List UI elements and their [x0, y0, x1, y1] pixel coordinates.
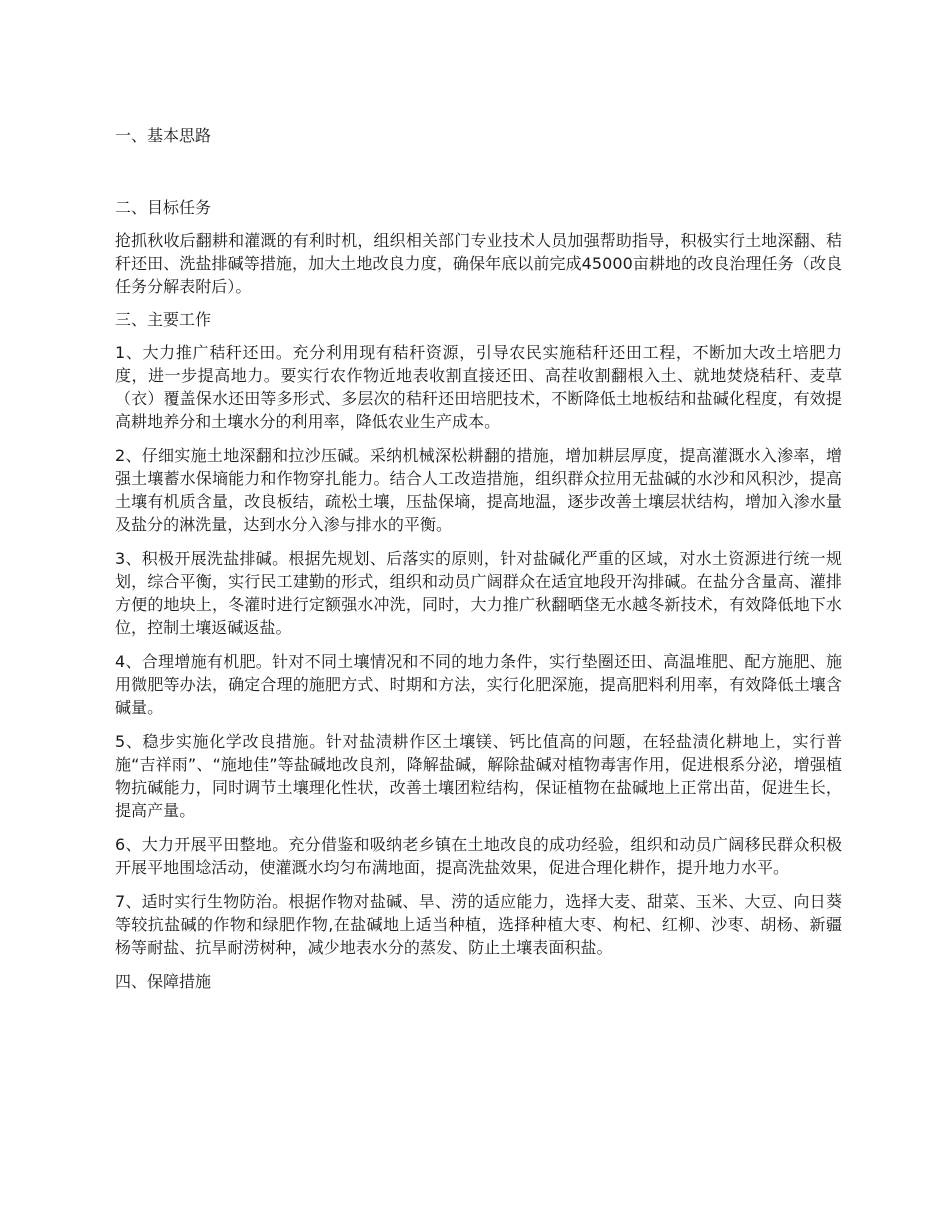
work-item-6: 6、大力开展平田整地。充分借鉴和吸纳老乡镇在土地改良的成功经验，组织和动员广阔移民群众积极开展平地围埝活动，使灌溉水均匀布满地面，提高洗盐效果，促进合理化耕作，提升地力水平。 [115, 835, 842, 877]
work-item-3: 3、积极开展洗盐排碱。根据先规划、后落实的原则，针对盐碱化严重的区域，对水土资源进行统一规划，综合平衡，实行民工建勤的形式，组织和动员广阔群众在适宜地段开沟排碱。在盐分含量高、灌排方便的地块上，冬灌时进行定额强水冲洗，同时，大力推广秋翻晒垡无水越冬新技术，有效降低地下水位，控制土壤返碱返盐。 [115, 549, 842, 637]
document-page [115, 124, 842, 993]
goal-paragraph: 抢抓秋收后翻耕和灌溉的有利时机，组织相关部门专业技术人员加强帮助指导，积极实行土地深翻、秸秆还田、洗盐排碱等措施，加大土地改良力度，确保年底以前完成45000亩耕地的改良治理任务（改良任务分解表附后）。 [115, 231, 842, 296]
section-heading-goals: 二、目标任务 [115, 198, 212, 217]
section-heading-basic-approach: 一、基本思路 [115, 126, 212, 145]
work-item-2: 2、仔细实施土地深翻和拉沙压碱。采纳机械深松耕翻的措施，增加耕层厚度，提高灌溉水入渗率，增强土壤蓄水保墒能力和作物穿扎能力。结合人工改造措施，组织群众拉用无盐碱的水沙和风积沙，提高土壤有机质含量，改良板结，疏松土壤，压盐保墒，提高地温，逐步改善土壤层状结构，增加入渗水量及盐分的淋洗量，达到水分入渗与排水的平衡。 [115, 446, 842, 534]
work-item-1: 1、大力推广秸秆还田。充分利用现有秸秆资源，引导农民实施秸秆还田工程，不断加大改土培肥力度，进一步提高地力。要实行农作物近地表收割直接还田、高茬收割翻根入土、就地焚烧秸秆、麦草（衣）覆盖保水还田等多形式、多层次的秸秆还田培肥技术，不断降低土地板结和盐碱化程度，有效提高耕地养分和土壤水分的利用率，降低农业生产成本。 [115, 343, 842, 431]
section-heading-safeguards: 四、保障措施 [115, 972, 212, 991]
section-heading-main-work: 三、主要工作 [115, 310, 212, 329]
work-item-4: 4、合理增施有机肥。针对不同土壤情况和不同的地力条件，实行垫圈还田、高温堆肥、配方施肥、施用微肥等办法，确定合理的施肥方式、时期和方法，实行化肥深施，提高肥料利用率，有效降低土壤含碱量。 [115, 652, 842, 717]
work-item-7: 7、适时实行生物防治。根据作物对盐碱、旱、涝的适应能力，选择大麦、甜菜、玉米、大豆、向日葵等较抗盐碱的作物和绿肥作物,在盐碱地上适当种植，选择种植大枣、枸杞、红柳、沙枣、胡杨、新疆杨等耐盐、抗旱耐涝树种，减少地表水分的蒸发、防止土壤表面积盐。 [115, 892, 842, 957]
work-item-5: 5、稳步实施化学改良措施。针对盐渍耕作区土壤镁、钙比值高的问题，在轻盐渍化耕地上，实行普施“吉祥雨”、“施地佳”等盐碱地改良剂，降解盐碱，解除盐碱对植物毒害作用，促进根系分泌，增强植物抗碱能力，同时调节土壤理化性状，改善土壤团粒结构，保证植物在盐碱地上正常出苗，促进生长，提高产量。 [115, 732, 842, 820]
